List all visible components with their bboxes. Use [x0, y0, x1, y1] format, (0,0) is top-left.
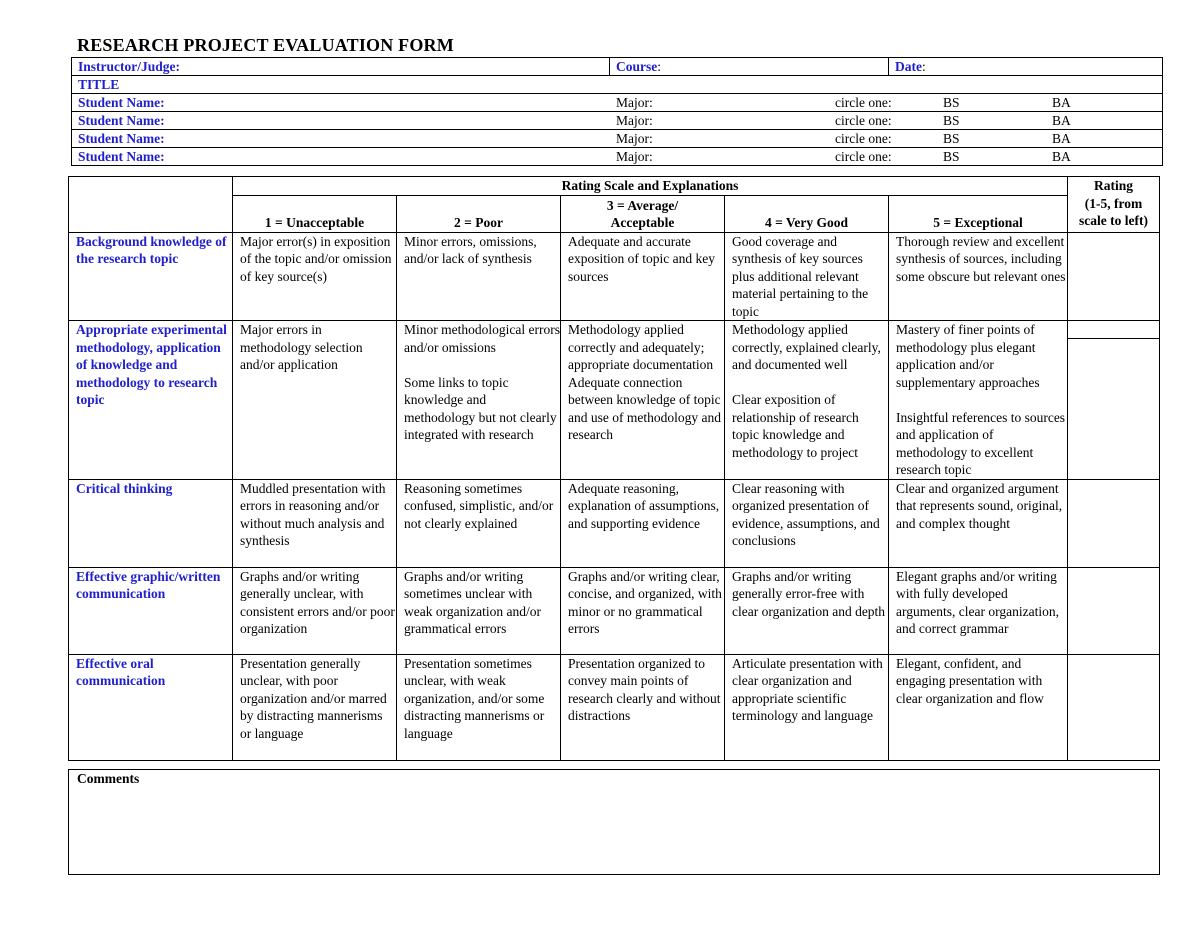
rating-input-cell[interactable]: [1068, 567, 1160, 654]
date-field[interactable]: [889, 58, 1163, 76]
student-row: [72, 94, 1163, 112]
rubric-cell: Muddled presentation with errors in reasoning and/or without much analysis and synthesis: [233, 479, 397, 567]
student-name-label: Student Name:: [78, 149, 165, 164]
title-label: TITLE: [78, 77, 120, 92]
level-header: 1 = Unacceptable: [233, 195, 397, 232]
date-colon: :: [922, 59, 926, 74]
title-row: [72, 76, 1163, 94]
rubric-cell: Presentation sometimes unclear, with weak organization, and/or some distracting mannerisms or language: [397, 654, 561, 760]
rubric-row-critical-thinking: [69, 479, 1160, 567]
comments-label: Comments: [77, 771, 140, 786]
level-header: 2 = Poor: [397, 195, 561, 232]
major-label: Major:: [616, 95, 653, 110]
rating-input-cell[interactable]: [1068, 321, 1160, 480]
rubric-row-oral: [69, 654, 1160, 760]
rubric-table: [68, 176, 1160, 761]
major-label: Major:: [616, 113, 653, 128]
rubric-cell: Thorough review and excellent synthesis of sources, including some obscure but relevant ones: [889, 232, 1068, 321]
bs-option[interactable]: BS: [943, 131, 960, 146]
major-label: Major:: [616, 149, 653, 164]
bs-option[interactable]: BS: [943, 95, 960, 110]
ba-option[interactable]: BA: [1052, 113, 1071, 128]
rating-heading-line: Rating: [1094, 178, 1134, 193]
rubric-cell: Adequate and accurate exposition of topic and key sources: [561, 232, 725, 321]
course-colon: :: [657, 59, 662, 74]
rubric-row-background: [69, 232, 1160, 321]
rubric-cell: Clear reasoning with organized presentation of evidence, assumptions, and conclusions: [725, 479, 889, 567]
criterion-label: Effective oral communication: [69, 654, 233, 760]
course-field[interactable]: [610, 58, 889, 76]
student-field[interactable]: [72, 94, 1163, 112]
student-name-label: Student Name:: [78, 113, 165, 128]
criterion-label: Background knowledge of the research topic: [69, 232, 233, 321]
rubric-cell: Major errors in methodology selection and/or application: [233, 321, 397, 480]
rating-heading-line: (1-5, from: [1084, 195, 1143, 211]
rating-heading: [1068, 177, 1160, 233]
rubric-cell: Adequate reasoning, explanation of assumptions, and supporting evidence: [561, 479, 725, 567]
criterion-label: Critical thinking: [69, 479, 233, 567]
rubric-row-written: [69, 567, 1160, 654]
rubric-cell: Graphs and/or writing generally error-free with clear organization and depth: [725, 567, 889, 654]
rubric-row-methodology: [69, 321, 1160, 480]
rating-split: [1068, 321, 1159, 339]
criterion-label: Effective graphic/written communication: [69, 567, 233, 654]
info-table: [71, 57, 1163, 166]
instructor-row: [72, 58, 1163, 76]
rubric-cell: Elegant, confident, and engaging presentation with clear organization and flow: [889, 654, 1068, 760]
instructor-field[interactable]: [72, 58, 610, 76]
course-label: Course: [616, 59, 658, 74]
scale-heading: Rating Scale and Explanations: [233, 177, 1068, 196]
rubric-cell: Clear and organized argument that represents sound, original, and complex thought: [889, 479, 1068, 567]
rubric-cell: Elegant graphs and/or writing with fully developed arguments, clear organization, and correct grammar: [889, 567, 1068, 654]
student-row: [72, 130, 1163, 148]
level-header: 5 = Exceptional: [889, 195, 1068, 232]
rubric-cell: Articulate presentation with clear organization and appropriate scientific terminology and language: [725, 654, 889, 760]
rubric-cell: Graphs and/or writing sometimes unclear with weak organization and/or grammatical errors: [397, 567, 561, 654]
rating-input-cell[interactable]: [1068, 232, 1160, 321]
level-header: 3 = Average/ Acceptable: [561, 195, 725, 232]
rubric-cell: Minor methodological errors and/or omissions Some links to topic knowledge and methodology but not clearly integrated with research: [397, 321, 561, 480]
criterion-header: [69, 177, 233, 233]
circle-one-label: circle one:: [835, 95, 892, 110]
circle-one-label: circle one:: [835, 149, 892, 164]
student-name-label: Student Name:: [78, 131, 165, 146]
criterion-label: Appropriate experimental methodology, application of knowledge and methodology to research topic: [69, 321, 233, 480]
rubric-cell: Minor errors, omissions, and/or lack of synthesis: [397, 232, 561, 321]
bs-option[interactable]: BS: [943, 113, 960, 128]
rubric-cell: Graphs and/or writing generally unclear, with consistent errors and/or poor organization: [233, 567, 397, 654]
title-field[interactable]: [72, 76, 1163, 94]
major-label: Major:: [616, 131, 653, 146]
rating-input-cell[interactable]: [1068, 479, 1160, 567]
rubric-scale-header-row: [69, 177, 1160, 196]
rating-subcell[interactable]: [1068, 321, 1159, 339]
circle-one-label: circle one:: [835, 131, 892, 146]
rubric-cell: Graphs and/or writing clear, concise, and organized, with minor or no grammatical errors: [561, 567, 725, 654]
rubric-level-header-row: [69, 195, 1160, 232]
level-header: 4 = Very Good: [725, 195, 889, 232]
rubric-cell: Good coverage and synthesis of key sources plus additional relevant material pertaining to the topic: [725, 232, 889, 321]
student-field[interactable]: [72, 112, 1163, 130]
date-label: Date: [895, 59, 922, 74]
bs-option[interactable]: BS: [943, 149, 960, 164]
rubric-cell: Mastery of finer points of methodology plus elegant application and/or supplementary approaches Insightful references to sources and application of methodology to excellent research topic: [889, 321, 1068, 480]
circle-one-label: circle one:: [835, 113, 892, 128]
rating-heading-line: scale to left): [1079, 213, 1148, 228]
rating-input-cell[interactable]: [1068, 654, 1160, 760]
ba-option[interactable]: BA: [1052, 131, 1071, 146]
rubric-cell: Methodology applied correctly and adequately; appropriate documentation Adequate connection between knowledge of topic and use of methodology and research: [561, 321, 725, 480]
rubric-cell: Reasoning sometimes confused, simplistic, and/or not clearly explained: [397, 479, 561, 567]
ba-option[interactable]: BA: [1052, 95, 1071, 110]
rubric-cell: Presentation generally unclear, with poor organization and/or marred by distracting mannerisms or language: [233, 654, 397, 760]
student-name-label: Student Name:: [78, 95, 165, 110]
student-row: [72, 112, 1163, 130]
form-title: RESEARCH PROJECT EVALUATION FORM: [77, 35, 454, 55]
student-row: [72, 148, 1163, 166]
ba-option[interactable]: BA: [1052, 149, 1071, 164]
rubric-cell: Methodology applied correctly, explained clearly, and documented well Clear exposition of relationship of research topic knowledge and methodology to project: [725, 321, 889, 480]
comments-box[interactable]: [68, 769, 1160, 875]
instructor-label: Instructor/Judge:: [78, 59, 180, 74]
rubric-cell: Major error(s) in exposition of the topic and/or omission of key source(s): [233, 232, 397, 321]
rubric-cell: Presentation organized to convey main points of research clearly and without distractions: [561, 654, 725, 760]
student-field[interactable]: [72, 148, 1163, 166]
student-field[interactable]: [72, 130, 1163, 148]
